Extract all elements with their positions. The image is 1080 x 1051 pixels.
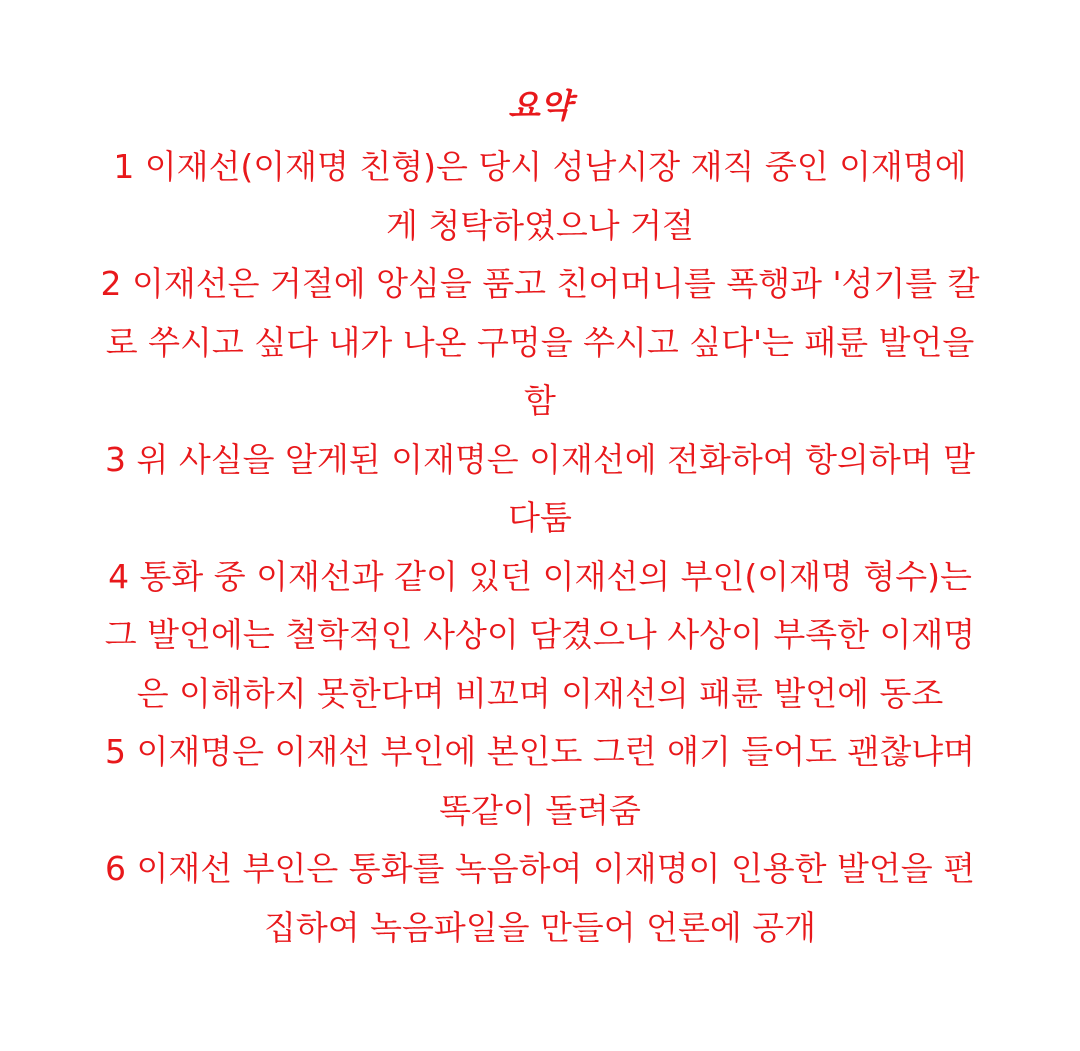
item-6-line-2: 집하여 녹음파일을 만들어 언론에 공개: [263, 907, 816, 947]
item-4-line-1: 4 통화 중 이재선과 같이 있던 이재선의 부인(이재명 형수)는: [108, 556, 972, 596]
item-4-line-2: 그 발언에는 철학적인 사상이 담겼으나 사상이 부족한 이재명: [104, 615, 976, 654]
summary-item-5: [90, 723, 990, 840]
summary-item-2: [90, 255, 990, 431]
item-3-line-1: 3 위 사실을 알게된 이재명은 이재선에 전화하여 항의하며 말: [105, 439, 975, 479]
item-1-line-2: 게 청탁하였으나 거절: [386, 205, 694, 245]
item-3-line-2: 다툼: [508, 498, 572, 537]
summary-item-6: [90, 840, 990, 957]
item-6-line-1: 6 이재선 부인은 통화를 녹음하여 이재명이 인용한 발언을 편: [105, 849, 975, 888]
item-2-line-2: 로 쑤시고 싶다 내가 나온 구멍을 쑤시고 싶다'는 패륜 발언을: [105, 322, 975, 362]
item-2-line-1: 2 이재선은 거절에 앙심을 품고 친어머니를 폭행과 '성기를 칼: [100, 264, 980, 303]
item-4-line-3: 은 이해하지 못한다며 비꼬며 이재선의 패륜 발언에 동조: [136, 673, 944, 713]
item-1-line-1: 1 이재선(이재명 친형)은 당시 성남시장 재직 중인 이재명에: [113, 147, 967, 186]
summary-document: [0, 80, 1080, 957]
item-2-line-3: 함: [524, 381, 556, 420]
item-5-line-1: 5 이재명은 이재선 부인에 본인도 그런 얘기 들어도 괜찮냐며: [105, 732, 975, 771]
summary-item-4: [90, 548, 990, 724]
summary-item-1: [90, 138, 990, 255]
document-title: 요약: [508, 86, 572, 125]
summary-item-3: [90, 431, 990, 548]
item-5-line-2: 똑같이 돌려줌: [439, 790, 641, 830]
